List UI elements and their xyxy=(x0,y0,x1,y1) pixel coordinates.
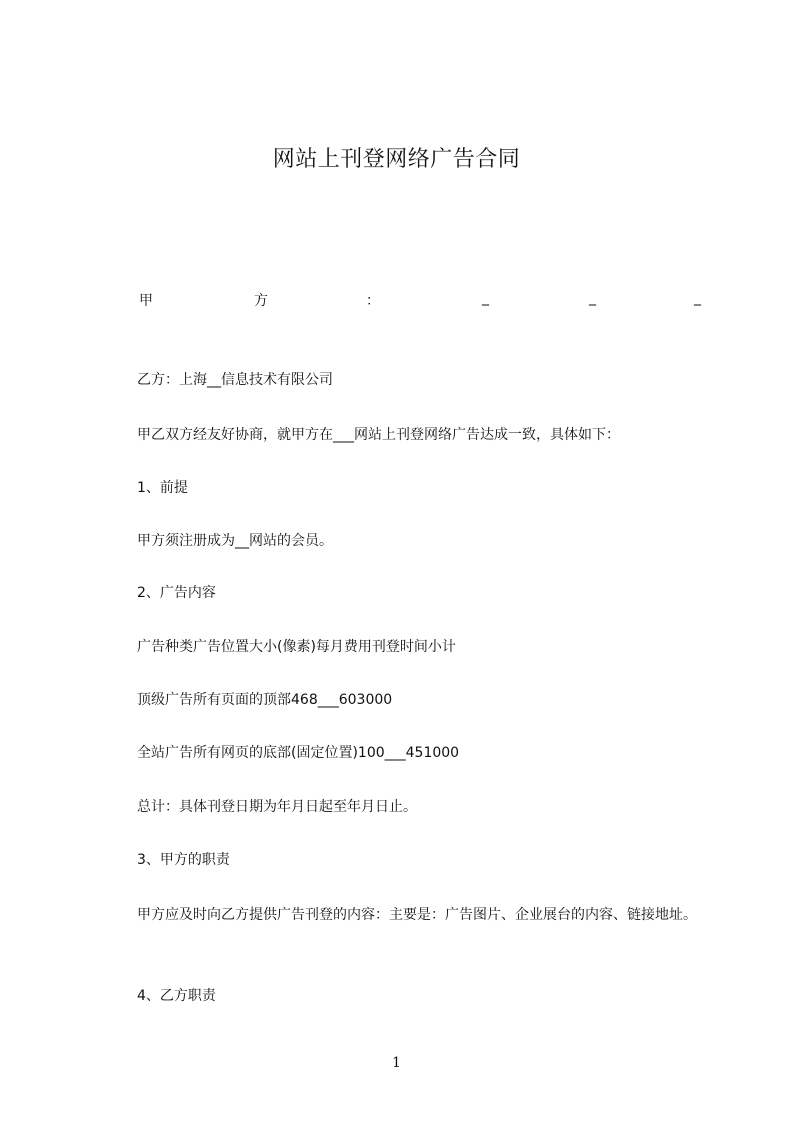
party-b-line: 乙方：上海__信息技术有限公司 xyxy=(137,372,333,388)
section-3-heading: 3、甲方的职责 xyxy=(137,852,230,868)
party-a-line xyxy=(0,290,793,314)
party-a-char-1: 甲 xyxy=(139,293,153,309)
page-number: 1 xyxy=(392,1055,401,1071)
section-1-heading: 1、前提 xyxy=(137,480,188,496)
document-title: 网站上刊登网络广告合同 xyxy=(272,147,521,172)
section-4-heading: 4、乙方职责 xyxy=(137,988,216,1004)
ad-table-header: 广告种类广告位置大小(像素)每月费用刊登时间小计 xyxy=(137,639,456,655)
section-1-body: 甲方须注册成为__网站的会员。 xyxy=(137,533,333,549)
party-a-colon: ： xyxy=(366,293,380,309)
party-a-blank-3: _ xyxy=(694,290,701,306)
party-a-char-2: 方 xyxy=(254,293,268,309)
ad-row-top: 顶级广告所有页面的顶部468___603000 xyxy=(137,692,393,708)
party-a-blank-1: _ xyxy=(482,290,489,306)
intro-paragraph: 甲乙双方经友好协商，就甲方在___网站上刊登网络广告达成一致，具体如下： xyxy=(137,427,620,443)
total-line: 总计：具体刊登日期为年月日起至年月日止。 xyxy=(137,799,417,815)
section-2-heading: 2、广告内容 xyxy=(137,585,216,601)
ad-row-sitewide: 全站广告所有网页的底部(固定位置)100___451000 xyxy=(137,745,460,761)
party-a-blank-2: _ xyxy=(589,290,596,306)
section-3-body: 甲方应及时向乙方提供广告刊登的内容：主要是：广告图片、企业展台的内容、链接地址。 xyxy=(137,907,697,923)
